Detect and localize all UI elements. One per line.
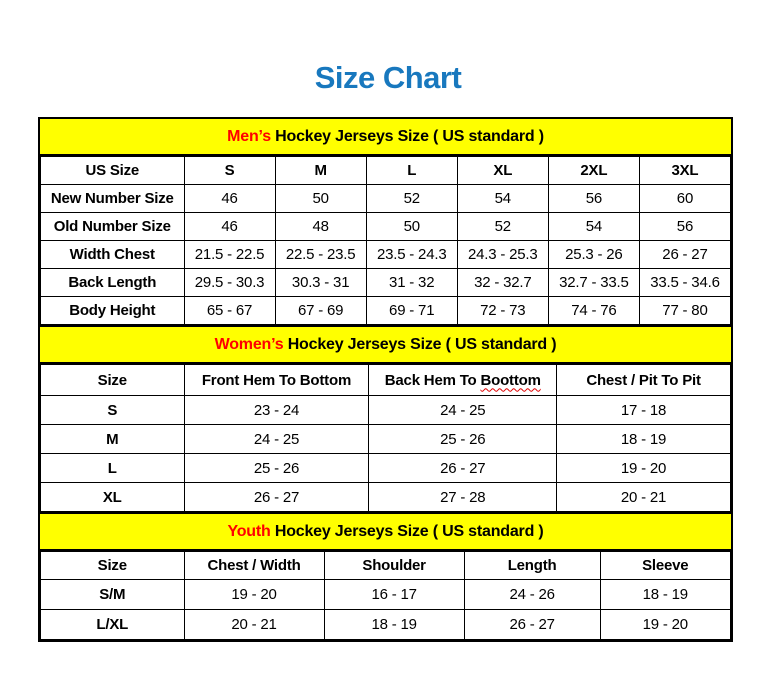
table-cell: 24 - 25 <box>184 425 369 454</box>
table-cell: 19 - 20 <box>557 454 731 483</box>
table-cell: 50 <box>275 185 366 213</box>
back-hem-misspelled-word: Boottom <box>480 371 541 389</box>
mens-col-header-us-size: US Size <box>41 157 185 185</box>
youth-col-header-shoulder: Shoulder <box>324 552 464 580</box>
table-cell: 52 <box>457 213 548 241</box>
table-cell: 25 - 26 <box>369 425 557 454</box>
table-cell: 54 <box>548 213 639 241</box>
table-cell: 54 <box>457 185 548 213</box>
table-row <box>41 483 731 512</box>
table-cell: 69 - 71 <box>366 297 457 325</box>
table-cell: 50 <box>366 213 457 241</box>
table-cell: 26 - 27 <box>464 610 600 640</box>
table-row <box>41 269 731 297</box>
table-cell: 56 <box>639 213 730 241</box>
table-cell: 18 - 19 <box>557 425 731 454</box>
table-cell: 67 - 69 <box>275 297 366 325</box>
table-cell: 21.5 - 22.5 <box>184 241 275 269</box>
mens-size-table <box>40 156 731 325</box>
table-cell: 56 <box>548 185 639 213</box>
table-row <box>41 454 731 483</box>
table-cell: 23.5 - 24.3 <box>366 241 457 269</box>
table-cell: 22.5 - 23.5 <box>275 241 366 269</box>
womens-col-header-front-hem: Front Hem To Bottom <box>184 365 369 396</box>
youth-col-header-length: Length <box>464 552 600 580</box>
table-row <box>41 396 731 425</box>
table-cell: 48 <box>275 213 366 241</box>
table-cell: 20 - 21 <box>557 483 731 512</box>
womens-col-header-back-hem <box>369 365 557 396</box>
youth-band-highlight: Youth <box>227 523 271 540</box>
womens-header-row <box>41 365 731 396</box>
mens-band-text: Hockey Jerseys Size ( US standard ) <box>270 128 544 145</box>
mens-row-label: Back Length <box>41 269 185 297</box>
table-cell: 24.3 - 25.3 <box>457 241 548 269</box>
back-hem-label-prefix: Back Hem To <box>384 371 481 389</box>
table-row <box>41 610 731 640</box>
youth-col-header-chest-width: Chest / Width <box>184 552 324 580</box>
mens-row-label: Body Height <box>41 297 185 325</box>
mens-col-header-xl: XL <box>457 157 548 185</box>
table-cell: 60 <box>639 185 730 213</box>
mens-col-header-l: L <box>366 157 457 185</box>
table-cell: 65 - 67 <box>184 297 275 325</box>
table-cell: 26 - 27 <box>369 454 557 483</box>
table-cell: 77 - 80 <box>639 297 730 325</box>
mens-col-header-m: M <box>275 157 366 185</box>
womens-row-label: M <box>41 425 185 454</box>
table-cell: 29.5 - 30.3 <box>184 269 275 297</box>
womens-band-highlight: Women’s <box>214 336 284 353</box>
womens-section-header <box>40 325 731 364</box>
page-title: Size Chart <box>314 60 462 95</box>
table-cell: 25 - 26 <box>184 454 369 483</box>
table-cell: 33.5 - 34.6 <box>639 269 730 297</box>
womens-row-label: S <box>41 396 185 425</box>
table-cell: 26 - 27 <box>639 241 730 269</box>
womens-row-label: L <box>41 454 185 483</box>
youth-row-label: L/XL <box>41 610 185 640</box>
table-cell: 18 - 19 <box>600 580 730 610</box>
mens-row-label: Old Number Size <box>41 213 185 241</box>
table-cell: 24 - 26 <box>464 580 600 610</box>
table-cell: 72 - 73 <box>457 297 548 325</box>
womens-col-header-chest: Chest / Pit To Pit <box>557 365 731 396</box>
size-chart <box>38 117 733 642</box>
table-cell: 19 - 20 <box>600 610 730 640</box>
table-cell: 20 - 21 <box>184 610 324 640</box>
table-row <box>41 297 731 325</box>
table-row <box>41 213 731 241</box>
table-cell: 27 - 28 <box>369 483 557 512</box>
womens-band-text: Hockey Jerseys Size ( US standard ) <box>283 336 557 353</box>
mens-header-row <box>41 157 731 185</box>
table-row <box>41 580 731 610</box>
table-cell: 46 <box>184 213 275 241</box>
mens-row-label: New Number Size <box>41 185 185 213</box>
table-cell: 32.7 - 33.5 <box>548 269 639 297</box>
womens-col-header-size: Size <box>41 365 185 396</box>
youth-header-row <box>41 552 731 580</box>
table-cell: 52 <box>366 185 457 213</box>
youth-section-header <box>40 512 731 551</box>
table-row <box>41 425 731 454</box>
mens-col-header-2xl: 2XL <box>548 157 639 185</box>
youth-col-header-size: Size <box>41 552 185 580</box>
table-cell: 74 - 76 <box>548 297 639 325</box>
table-cell: 31 - 32 <box>366 269 457 297</box>
table-cell: 26 - 27 <box>184 483 369 512</box>
table-cell: 23 - 24 <box>184 396 369 425</box>
youth-row-label: S/M <box>41 580 185 610</box>
youth-size-table <box>40 551 731 640</box>
table-cell: 18 - 19 <box>324 610 464 640</box>
table-cell: 16 - 17 <box>324 580 464 610</box>
table-cell: 32 - 32.7 <box>457 269 548 297</box>
youth-col-header-sleeve: Sleeve <box>600 552 730 580</box>
womens-row-label: XL <box>41 483 185 512</box>
table-cell: 19 - 20 <box>184 580 324 610</box>
youth-band-text: Hockey Jerseys Size ( US standard ) <box>270 523 544 540</box>
mens-band-highlight: Men’s <box>227 128 271 145</box>
table-row <box>41 185 731 213</box>
mens-col-header-3xl: 3XL <box>639 157 730 185</box>
mens-col-header-s: S <box>184 157 275 185</box>
womens-size-table <box>40 364 731 512</box>
table-cell: 17 - 18 <box>557 396 731 425</box>
table-cell: 24 - 25 <box>369 396 557 425</box>
table-cell: 30.3 - 31 <box>275 269 366 297</box>
table-row <box>41 241 731 269</box>
table-cell: 46 <box>184 185 275 213</box>
mens-section-header <box>40 119 731 156</box>
table-cell: 25.3 - 26 <box>548 241 639 269</box>
mens-row-label: Width Chest <box>41 241 185 269</box>
